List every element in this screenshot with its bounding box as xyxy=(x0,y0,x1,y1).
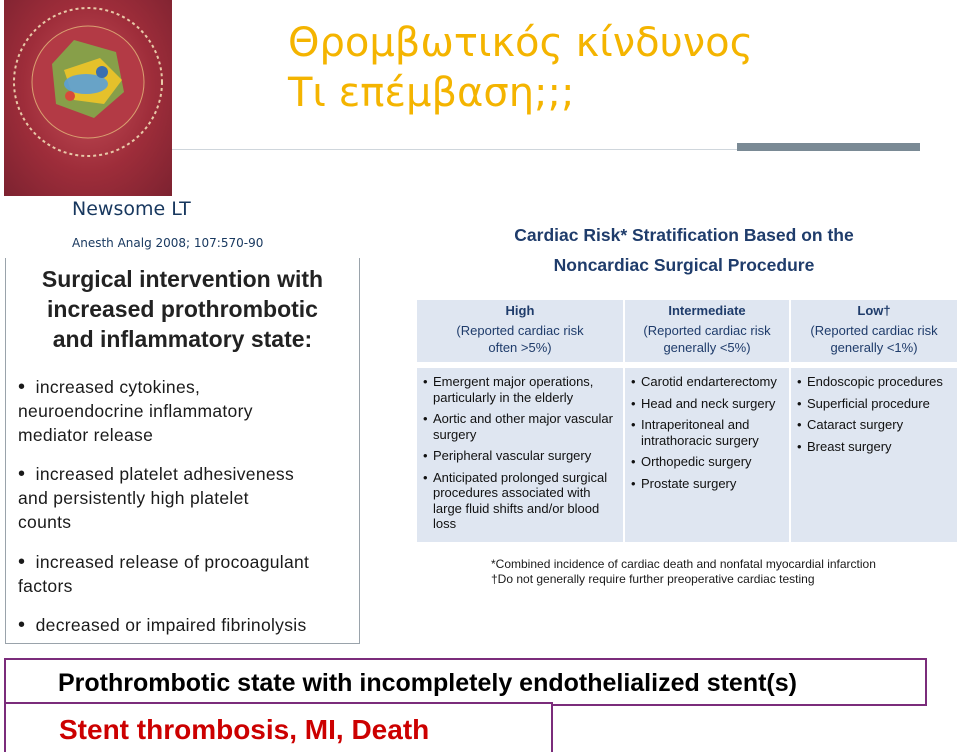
institute-logo xyxy=(4,0,172,196)
mechanism-bullet xyxy=(18,613,358,637)
bullet-dot-icon: • xyxy=(18,376,26,398)
procedure-item: • Intraperitoneal and intrathoracic surgery xyxy=(631,417,785,448)
column-title: Low† xyxy=(857,303,891,318)
mechanism-heading-line: and inflammatory state: xyxy=(52,326,313,352)
cardiac-risk-table xyxy=(415,300,959,542)
procedure-item: • Orthopedic surgery xyxy=(631,454,785,470)
conclusion-line-1: Prothrombotic state with incompletely endothelialized stent(s) xyxy=(58,669,797,697)
slide-title-line-1: Θρομβωτικός κίνδυνος xyxy=(288,20,754,66)
slide-title xyxy=(288,18,753,118)
risk-table-title-line: Noncardiac Surgical Procedure xyxy=(553,255,815,275)
procedure-item: • Emergent major operations, particularly in the elderly xyxy=(423,374,619,405)
column-subtitle: generally <5%) xyxy=(663,340,751,355)
procedure-item: • Endoscopic procedures xyxy=(797,374,953,390)
procedure-item: • Head and neck surgery xyxy=(631,396,785,412)
bullet-text: counts xyxy=(18,512,72,532)
column-subtitle: (Reported cardiac risk xyxy=(810,323,938,338)
bullet-dot-icon: • xyxy=(18,614,26,636)
bullet-text: decreased or impaired fibrinolysis xyxy=(35,615,307,635)
conclusion-banner xyxy=(4,658,927,706)
column-subtitle: (Reported cardiac risk xyxy=(643,323,771,338)
logo-emblem xyxy=(4,0,172,196)
procedure-item: • Peripheral vascular surgery xyxy=(423,448,619,464)
conclusion-line-2: Stent thrombosis, MI, Death xyxy=(59,714,430,745)
bullet-text: increased cytokines, xyxy=(35,377,201,397)
risk-table-footnotes xyxy=(491,557,876,587)
mechanism-heading xyxy=(6,264,359,354)
column-title: Intermediate xyxy=(668,303,746,318)
risk-table-title-line: Cardiac Risk* Stratification Based on the xyxy=(514,225,854,245)
column-subtitle: generally <1%) xyxy=(830,340,918,355)
reference-citation: Anesth Analg 2008; 107:570-90 xyxy=(72,236,264,250)
procedure-item: • Aortic and other major vascular surgery xyxy=(423,411,619,442)
column-header-intermediate xyxy=(624,300,790,365)
column-subtitle: often >5%) xyxy=(488,340,552,355)
mechanism-bullet xyxy=(18,550,358,598)
title-divider-thick xyxy=(737,143,920,151)
column-title: High xyxy=(505,303,535,318)
footnote-line: *Combined incidence of cardiac death and nonfatal myocardial infarction xyxy=(491,557,876,571)
bullet-text: factors xyxy=(18,576,73,596)
footnote-line: †Do not generally require further preoperative cardiac testing xyxy=(491,572,815,586)
bullet-text: increased release of procoagulant xyxy=(35,552,310,572)
procedure-item: • Cataract surgery xyxy=(797,417,953,433)
procedure-item: • Carotid endarterectomy xyxy=(631,374,785,390)
reference-author: Newsome LT xyxy=(72,198,191,220)
high-risk-cell xyxy=(416,365,624,542)
bullet-text: increased platelet adhesiveness xyxy=(35,464,294,484)
procedure-item: • Anticipated prolonged surgical procedures associated with large fluid shifts and/or blood loss xyxy=(423,470,619,532)
bullet-dot-icon: • xyxy=(18,551,26,573)
bullet-text: and persistently high platelet xyxy=(18,488,249,508)
column-header-low xyxy=(790,300,958,365)
bullet-dot-icon: • xyxy=(18,463,26,485)
low-risk-cell xyxy=(790,365,958,542)
slide-title-line-2: Τι επέμβαση;;; xyxy=(288,70,575,116)
risk-table-title xyxy=(430,220,938,280)
title-divider-thin xyxy=(172,149,737,150)
outcome-banner xyxy=(4,702,553,752)
bullet-text: neuroendocrine inflammatory xyxy=(18,401,253,421)
mechanism-bullet xyxy=(18,462,358,534)
column-header-high xyxy=(416,300,624,365)
intermediate-risk-cell xyxy=(624,365,790,542)
bullet-text: mediator release xyxy=(18,425,154,445)
mechanism-heading-line: increased prothrombotic xyxy=(47,296,318,322)
procedure-item: • Prostate surgery xyxy=(631,476,785,492)
column-subtitle: (Reported cardiac risk xyxy=(456,323,584,338)
procedure-item: • Superficial procedure xyxy=(797,396,953,412)
mechanism-heading-line: Surgical intervention with xyxy=(41,266,324,292)
procedure-item: • Breast surgery xyxy=(797,439,953,455)
mechanism-bullet xyxy=(18,375,358,447)
mechanism-panel xyxy=(5,258,360,644)
